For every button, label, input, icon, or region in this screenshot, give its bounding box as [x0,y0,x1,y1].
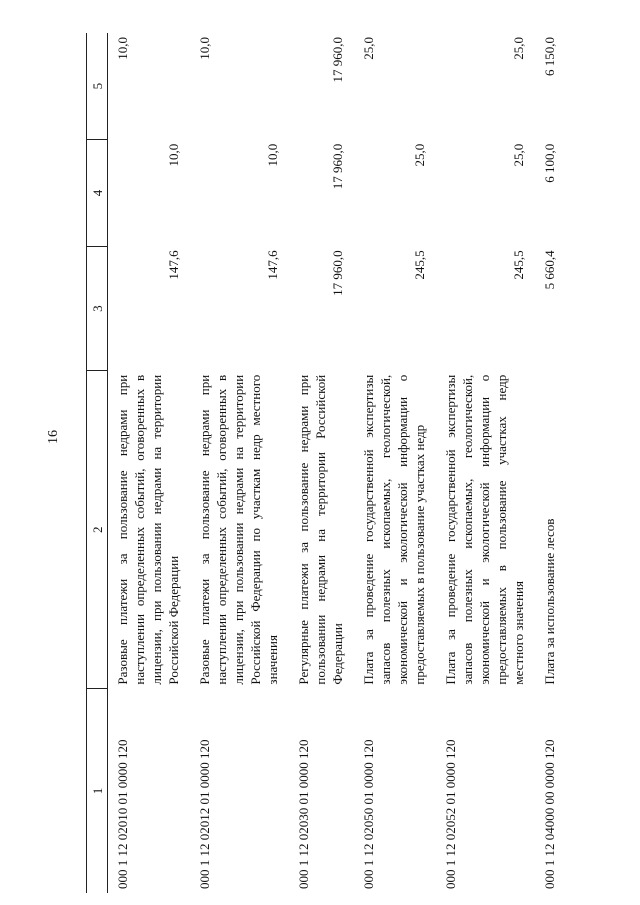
value-col3: 147,6 [265,250,280,280]
value-col3: 5 660,4 [542,250,557,290]
value-col5: 25,0 [361,37,376,60]
table-row [535,33,566,893]
column-header-3: 3 [87,246,108,370]
column-header-2: 2 [87,371,108,689]
table-row [354,33,436,893]
budget-code: 000 1 12 02010 01 0000 120 [115,739,130,889]
value-col5: 17 960,0 [330,37,345,83]
value-col4: 17 960,0 [330,143,345,190]
revenue-description: Плата за использование лесов [542,518,557,685]
value-col5: 6 150,0 [542,37,557,76]
table-row [190,33,289,893]
budget-code: 000 1 12 02052 01 0000 120 [443,739,458,889]
table-row [436,33,535,893]
value-col3: 147,6 [166,250,181,280]
budget-code: 000 1 12 04000 00 0000 120 [542,739,557,889]
value-col3: 245,5 [412,250,427,280]
value-col4: 10,0 [166,143,181,167]
column-header-5: 5 [87,33,108,140]
value-col5: 10,0 [197,37,212,60]
page-number: 16 [46,430,61,444]
table-row [289,33,354,893]
budget-table-rotated [86,33,640,893]
table-row [108,33,191,893]
budget-revenue-table [86,33,566,893]
revenue-description: Разовые платежи за пользование недрами при наступлении определенных событий, оговоренных в лицензии, при пользовании недрами на территории Российской Федерации [115,374,181,685]
value-col4: 10,0 [265,143,280,167]
value-col4: 6 100,0 [542,143,557,183]
value-col3: 17 960,0 [330,250,345,296]
value-col4: 25,0 [412,143,427,167]
revenue-description: Плата за проведение государственной экспертизы запасов полезных ископаемых, геологической, экономической и экологической информации о предоставляемых в пользование участках недр местного значения [443,374,526,685]
revenue-description: Регулярные платежи за пользование недрами при пользовании недрами на территории Российской Федерации [296,374,345,685]
column-header-4: 4 [87,140,108,247]
budget-code: 000 1 12 02030 01 0000 120 [296,739,311,889]
value-col4: 25,0 [511,143,526,167]
value-col5: 25,0 [511,37,526,60]
column-header-1: 1 [87,689,108,893]
table-header-row [87,33,108,893]
budget-code: 000 1 12 02050 01 0000 120 [361,739,376,889]
value-col3: 245,5 [511,250,526,280]
revenue-description: Плата за проведение государственной экспертизы запасов полезных ископаемых, геологической, экономической и экологической информации о предоставляемых в пользование участках недр [361,374,427,685]
budget-code: 000 1 12 02012 01 0000 120 [197,739,212,889]
revenue-description: Разовые платежи за пользование недрами при наступлении определенных событий, оговоренных в лицензии, при пользовании недрами на территории Российской Федерации по участкам недр местного значения [197,374,280,685]
value-col5: 10,0 [115,37,130,60]
